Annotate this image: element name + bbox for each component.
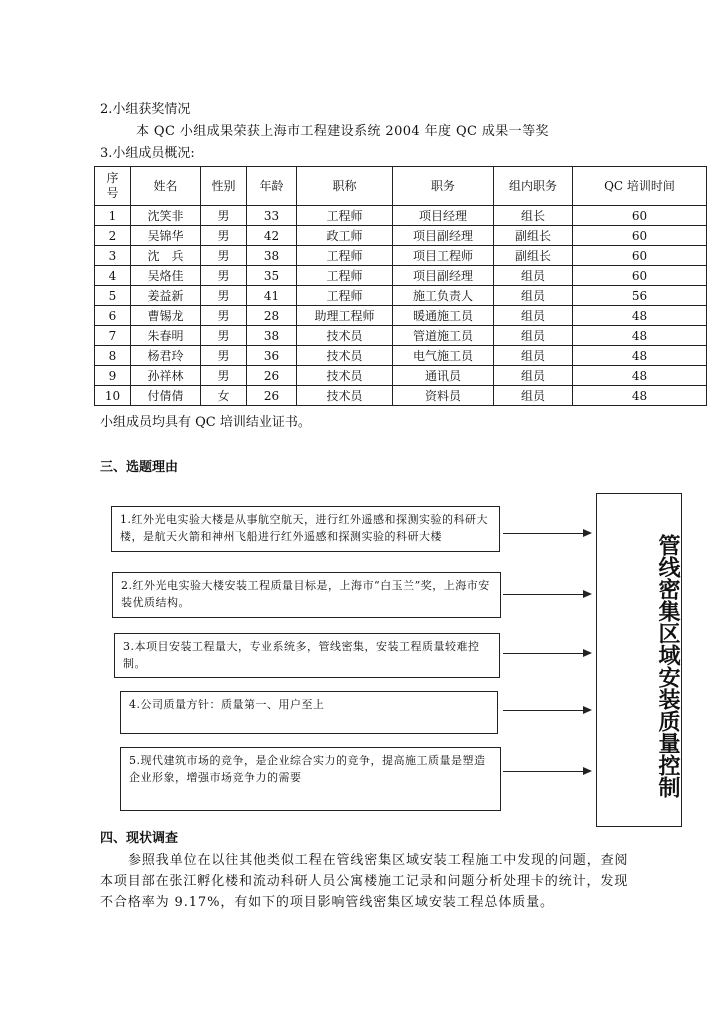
cell-gender: 男	[201, 246, 247, 266]
award-heading: 2.小组获奖情况	[100, 102, 191, 117]
target-box	[596, 493, 682, 827]
cell-position: 通讯员	[393, 366, 494, 386]
cell-qc-training: 48	[573, 366, 707, 386]
cell-title: 技术员	[297, 366, 393, 386]
cell-group-role: 组员	[494, 386, 573, 406]
members-table	[94, 166, 707, 406]
col-header-position: 职务	[393, 167, 494, 206]
cell-group-role: 组员	[494, 266, 573, 286]
cell-position: 项目副经理	[393, 266, 494, 286]
cell-name: 朱春明	[131, 326, 201, 346]
table-row	[95, 386, 707, 406]
cell-age: 42	[247, 226, 297, 246]
cell-index: 8	[95, 346, 131, 366]
section-heading-topic-reason: 三、选题理由	[100, 460, 179, 475]
cell-qc-training: 60	[573, 246, 707, 266]
cell-name: 杨君玲	[131, 346, 201, 366]
cell-index: 6	[95, 306, 131, 326]
cell-position: 项目工程师	[393, 246, 494, 266]
cell-qc-training: 60	[573, 206, 707, 226]
cell-index: 4	[95, 266, 131, 286]
cell-age: 38	[247, 326, 297, 346]
cell-title: 工程师	[297, 266, 393, 286]
cell-name: 吴锦华	[131, 226, 201, 246]
cell-gender: 男	[201, 366, 247, 386]
arrow-4	[503, 710, 590, 711]
survey-line-3: 不合格率为 9.17%，有如下的项目影响管线密集区域安装工程总体质量。	[100, 895, 554, 910]
cell-title: 技术员	[297, 326, 393, 346]
cell-title: 技术员	[297, 346, 393, 366]
cell-title: 政工师	[297, 226, 393, 246]
table-row	[95, 246, 707, 266]
cell-gender: 男	[201, 266, 247, 286]
cell-age: 38	[247, 246, 297, 266]
survey-line-2: 本项目部在张江孵化楼和流动科研人员公寓楼施工记录和问题分析处理卡的统计，发现	[100, 874, 629, 889]
table-row	[95, 226, 707, 246]
arrow-3	[503, 653, 590, 654]
cell-name: 沈 兵	[131, 246, 201, 266]
cell-position: 施工负责人	[393, 286, 494, 306]
cell-qc-training: 48	[573, 386, 707, 406]
cell-group-role: 组员	[494, 306, 573, 326]
cell-title: 工程师	[297, 246, 393, 266]
col-header-gender: 性别	[201, 167, 247, 206]
target-label: 管线密集区域安装质量控制	[655, 534, 680, 798]
cell-position: 项目副经理	[393, 226, 494, 246]
cell-qc-training: 48	[573, 346, 707, 366]
cell-group-role: 副组长	[494, 226, 573, 246]
section-heading-status-survey: 四、现状调查	[100, 831, 179, 846]
reason-box-5: 5.现代建筑市场的竞争，是企业综合实力的竞争，提高施工质量是塑造企业形象，增强市场竞争力的需要	[120, 747, 501, 811]
table-row	[95, 266, 707, 286]
cell-age: 36	[247, 346, 297, 366]
cell-position: 电气施工员	[393, 346, 494, 366]
cell-title: 技术员	[297, 386, 393, 406]
cell-position: 资料员	[393, 386, 494, 406]
table-row	[95, 346, 707, 366]
cell-index: 9	[95, 366, 131, 386]
cell-gender: 男	[201, 346, 247, 366]
cell-name: 付倩倩	[131, 386, 201, 406]
cell-index: 2	[95, 226, 131, 246]
cell-age: 35	[247, 266, 297, 286]
col-header-title: 职称	[297, 167, 393, 206]
cell-age: 26	[247, 386, 297, 406]
reason-box-3: 3.本项目安装工程量大，专业系统多，管线密集，安装工程质量较难控制。	[114, 633, 500, 678]
arrow-1	[503, 533, 590, 534]
col-header-qc-training: QC 培训时间	[573, 167, 707, 206]
cell-group-role: 组员	[494, 346, 573, 366]
cell-gender: 男	[201, 306, 247, 326]
cell-qc-training: 48	[573, 306, 707, 326]
cell-gender: 男	[201, 206, 247, 226]
members-note: 小组成员均具有 QC 培训结业证书。	[100, 415, 311, 430]
col-header-name: 姓名	[131, 167, 201, 206]
table-row	[95, 366, 707, 386]
cell-gender: 男	[201, 286, 247, 306]
table-row	[95, 286, 707, 306]
survey-line-1: 参照我单位在以往其他类似工程在管线密集区域安装工程施工中发现的问题，查阅	[128, 853, 629, 868]
col-header-age: 年龄	[247, 167, 297, 206]
cell-index: 5	[95, 286, 131, 306]
cell-group-role: 组员	[494, 326, 573, 346]
cell-gender: 女	[201, 386, 247, 406]
cell-group-role: 组员	[494, 366, 573, 386]
col-header-group-role: 组内职务	[494, 167, 573, 206]
cell-position: 暖通施工员	[393, 306, 494, 326]
table-row	[95, 326, 707, 346]
cell-age: 28	[247, 306, 297, 326]
cell-name: 吴烙佳	[131, 266, 201, 286]
cell-index: 7	[95, 326, 131, 346]
members-heading: 3.小组成员概况:	[100, 146, 195, 161]
table-header-row	[95, 167, 707, 206]
cell-title: 工程师	[297, 206, 393, 226]
cell-group-role: 副组长	[494, 246, 573, 266]
cell-gender: 男	[201, 326, 247, 346]
cell-title: 工程师	[297, 286, 393, 306]
cell-name: 沈笑非	[131, 206, 201, 226]
cell-index: 10	[95, 386, 131, 406]
cell-name: 姜益新	[131, 286, 201, 306]
col-header-index: 序 号	[95, 167, 131, 206]
cell-name: 孙祥林	[131, 366, 201, 386]
cell-qc-training: 60	[573, 226, 707, 246]
cell-position: 管道施工员	[393, 326, 494, 346]
cell-index: 3	[95, 246, 131, 266]
cell-index: 1	[95, 206, 131, 226]
reason-box-4: 4.公司质量方针：质量第一、用户至上	[120, 691, 498, 734]
reason-box-1: 1.红外光电实验大楼是从事航空航天，进行红外遥感和探测实验的科研大楼，是航天火箭和神州飞船进行红外遥感和探测实验的科研大楼	[111, 506, 500, 552]
table-row	[95, 206, 707, 226]
cell-age: 41	[247, 286, 297, 306]
cell-position: 项目经理	[393, 206, 494, 226]
reason-box-2: 2.红外光电实验大楼安装工程质量目标是，上海市“白玉兰”奖，上海市安装优质结构。	[112, 572, 501, 618]
cell-qc-training: 48	[573, 326, 707, 346]
cell-name: 曹锡龙	[131, 306, 201, 326]
arrow-2	[503, 594, 590, 595]
cell-age: 26	[247, 366, 297, 386]
cell-group-role: 组员	[494, 286, 573, 306]
cell-qc-training: 56	[573, 286, 707, 306]
cell-gender: 男	[201, 226, 247, 246]
cell-qc-training: 60	[573, 266, 707, 286]
cell-age: 33	[247, 206, 297, 226]
cell-title: 助理工程师	[297, 306, 393, 326]
cell-group-role: 组长	[494, 206, 573, 226]
award-text: 本 QC 小组成果荣获上海市工程建设系统 2004 年度 QC 成果一等奖	[136, 124, 549, 139]
table-row	[95, 306, 707, 326]
arrow-5	[503, 771, 590, 772]
